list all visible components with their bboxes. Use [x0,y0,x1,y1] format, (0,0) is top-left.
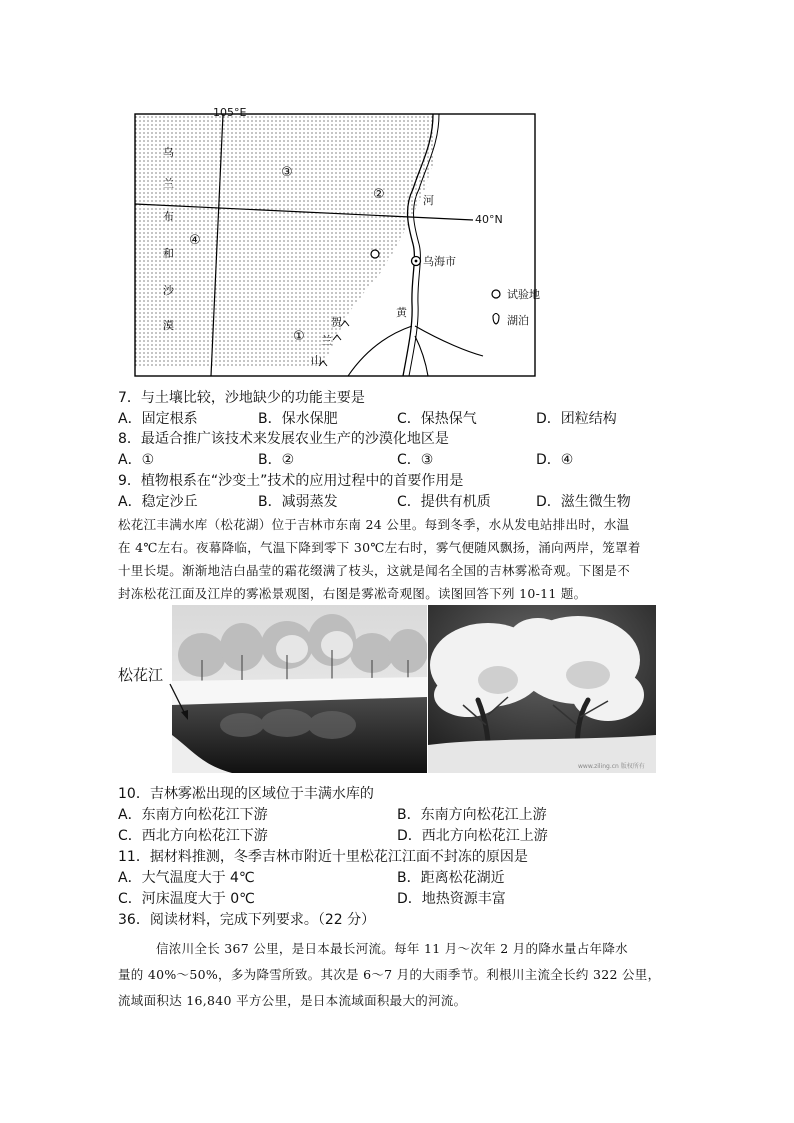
option[interactable]: B．减弱蒸发 [258,494,338,510]
test-site-icon [371,250,379,258]
river-char: 黄 [396,306,407,319]
passage-line: 十里长堤。渐渐地洁白晶莹的霜花缀满了枝头，这就是闻名全国的吉林雾凇奇观。下图是不 [118,563,631,578]
photo-rime-trees [428,605,656,773]
site-label: ③ [281,165,293,180]
legend-test-site-label: 试验地 [507,288,540,301]
river-char: 河 [423,194,434,207]
option[interactable]: B．距离松花湖近 [397,870,505,886]
legend-lake-label: 湖泊 [507,314,529,327]
site-label: ① [293,329,305,344]
desert-char: 布 [163,210,174,223]
site-label: ② [373,187,385,202]
passage-line: 封冻松花江面及江岸的雾凇景观图，右图是雾凇奇观图。读图回答下列 10-11 题。 [118,586,587,601]
option[interactable]: C．③ [397,452,434,468]
passage-japan-rivers [118,936,678,1014]
latitude-label: 40°N [475,213,503,226]
desert-char: 沙 [163,284,174,297]
longitude-label: 105°E [213,106,247,119]
mountain-char: 贺 [331,316,342,329]
passage-line: 流域面积达 16,840 平方公里，是日本流域面积最大的河流。 [118,993,467,1008]
map-figure [123,104,550,380]
tributary-2 [415,326,483,356]
desert-char: 和 [163,247,174,260]
passage-songhua [118,513,678,605]
map-svg [123,104,550,380]
tributary-1 [348,326,412,376]
passage-line: 信浓川全长 367 公里，是日本最长河流。每年 11 月～次年 2 月的降水量占年降水 [156,941,628,956]
mountain-char: 山 [311,354,322,367]
question-7: 7．与土壤比较，沙地缺少的功能主要是 [118,390,365,406]
option[interactable]: D．团粒结构 [536,411,617,427]
legend-lake-icon [493,314,499,325]
option[interactable]: D．地热资源丰富 [397,891,506,907]
option[interactable]: D．④ [536,452,574,468]
question-11: 11．据材料推测，冬季吉林市附近十里松花江江面不封冻的原因是 [118,849,528,865]
pointer-arrow-icon [168,682,192,722]
option[interactable]: C．保热保气 [397,411,477,427]
mountain-char: 兰 [321,334,332,347]
question-8: 8．最适合推广该技术来发展农业生产的沙漠化地区是 [118,431,449,447]
passage-line: 量的 40%～50%，多为降雪所致。其次是 6～7 月的大雨季节。利根川主流全长约 322 公里， [118,967,661,982]
option[interactable]: D．滋生微生物 [536,494,631,510]
option[interactable]: C．西北方向松花江下游 [118,828,268,844]
desert-char: 乌 [163,146,174,159]
legend-test-site-icon [492,290,500,298]
passage-line: 松花江丰满水库（松花湖）位于吉林市东南 24 公里。每到冬季，水从发电站排出时，水温 [118,517,630,532]
option[interactable]: A．东南方向松花江下游 [118,807,268,823]
desert-char: 漠 [163,319,174,332]
question-9: 9．植物根系在“沙变土”技术的应用过程中的首要作用是 [118,473,464,489]
option[interactable]: D．西北方向松花江上游 [397,828,548,844]
site-label: ④ [189,233,201,248]
photo-label-songhua: 松花江 [118,666,164,684]
question-10: 10．吉林雾凇出现的区域位于丰满水库的 [118,786,374,802]
question-36: 36．阅读材料，完成下列要求。（22 分） [118,912,376,928]
option[interactable]: A．大气温度大于 4℃ [118,870,255,886]
city-label: 乌海市 [423,255,456,268]
option[interactable]: A．固定根系 [118,411,198,427]
option[interactable]: A．① [118,452,155,468]
passage-line: 在 4℃左右。夜幕降临，气温下降到零下 30℃左右时，雾气便随风飘扬，涌向两岸，笼罩着 [118,540,641,555]
option[interactable]: C．河床温度大于 0℃ [118,891,255,907]
option[interactable]: A．稳定沙丘 [118,494,198,510]
option[interactable]: C．提供有机质 [397,494,491,510]
desert-char: 兰 [163,177,174,190]
tributary-3 [415,336,428,376]
option[interactable]: B．② [258,452,295,468]
desert-area [135,114,435,366]
option[interactable]: B．保水保肥 [258,411,338,427]
photo-songhua-river [172,605,427,773]
option[interactable]: B．东南方向松花江上游 [397,807,547,823]
photo-watermark: www.ziling.cn 版权所有 [578,763,645,770]
